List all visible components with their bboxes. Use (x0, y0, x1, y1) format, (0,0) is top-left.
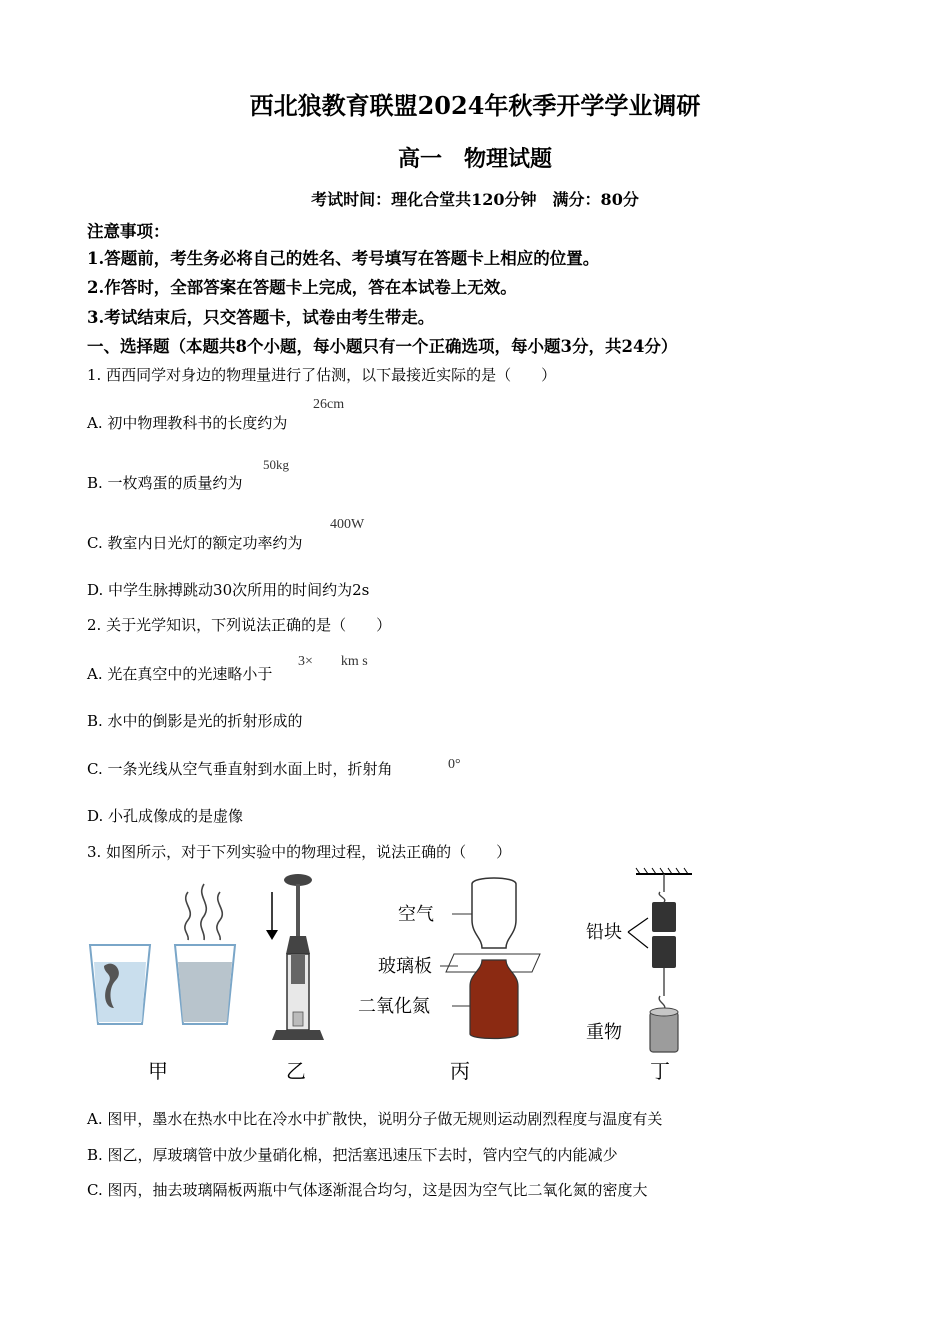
figure-label-ding: 丁 (650, 1059, 670, 1083)
figure-label-yi: 乙 (286, 1059, 306, 1083)
label-glass-plate: 玻璃板 (378, 956, 432, 977)
cup-cold-ink (90, 945, 150, 1024)
page-title: 西北狼教育联盟2024年秋季开学学业调研 (249, 91, 701, 120)
label-air: 空气 (398, 904, 434, 925)
option-b: B. 图乙，厚玻璃管中放少量硝化棉，把活塞迅速压下去时，管内空气的内能减少 (87, 1146, 618, 1164)
option-c: C. 一条光线从空气垂直射到水面上时，折射角 (87, 760, 393, 778)
option-d: D. 小孔成像成的是虚像 (87, 807, 244, 825)
option-a: A. 初中物理教科书的长度约为 (87, 414, 288, 432)
question-stem: 3. 如图所示，对于下列实验中的物理过程，说法正确的（ ） (87, 843, 512, 861)
option-b: B. 水中的倒影是光的折射形成的 (87, 712, 303, 730)
option-value: 26cm (313, 397, 345, 412)
notice-item: 3.考试结束后，只交答题卡，试卷由考生带走。 (87, 308, 435, 327)
option-a: A. 光在真空中的光速略小于 (87, 665, 273, 683)
option-c: C. 图丙，抽去玻璃隔板两瓶中气体逐渐混合均匀，这是因为空气比二氧化氮的密度大 (87, 1181, 648, 1199)
steam-icon (185, 884, 222, 940)
option-value: 3× km s (298, 654, 368, 669)
notice-heading: 注意事项： (87, 222, 170, 241)
option-value: 0° (448, 757, 461, 772)
page-subtitle: 高一 物理试题 (397, 146, 552, 172)
label-weight: 重物 (586, 1022, 622, 1043)
cup-hot-ink (175, 945, 235, 1024)
exam-info: 考试时间：理化合堂共120分钟 满分：80分 (311, 190, 639, 209)
option-a: A. 图甲，墨水在热水中比在冷水中扩散快，说明分子做无规则运动剧烈程度与温度有关 (87, 1110, 663, 1128)
notice-item: 2.作答时，全部答案在答题卡上完成，答在本试卷上无效。 (87, 278, 517, 297)
label-no2: 二氧化氮 (358, 996, 430, 1017)
option-b: B. 一枚鸡蛋的质量约为 (87, 474, 243, 492)
option-d: D. 中学生脉搏跳动30次所用的时间约为2s (87, 581, 370, 599)
lead-blocks (628, 868, 692, 1052)
fire-piston (266, 874, 324, 1040)
option-c: C. 教室内日光灯的额定功率约为 (87, 534, 303, 552)
gas-bottles (440, 878, 540, 1039)
question-stem: 2. 关于光学知识，下列说法正确的是（ ） (87, 616, 392, 634)
notice-item: 1.答题前，考生务必将自己的姓名、考号填写在答题卡上相应的位置。 (87, 249, 600, 268)
option-value: 50kg (263, 457, 289, 472)
label-lead: 铅块 (586, 922, 622, 943)
figure-label-bing: 丙 (450, 1059, 470, 1083)
figure-label-jia: 甲 (148, 1059, 168, 1083)
question-stem: 1. 西西同学对身边的物理量进行了估测，以下最接近实际的是（ ） (87, 366, 557, 384)
experiment-figure (80, 862, 720, 1092)
option-value: 400W (330, 517, 365, 532)
section-heading: 一、选择题（本题共8个小题，每小题只有一个正确选项，每小题3分，共24分） (87, 337, 678, 356)
